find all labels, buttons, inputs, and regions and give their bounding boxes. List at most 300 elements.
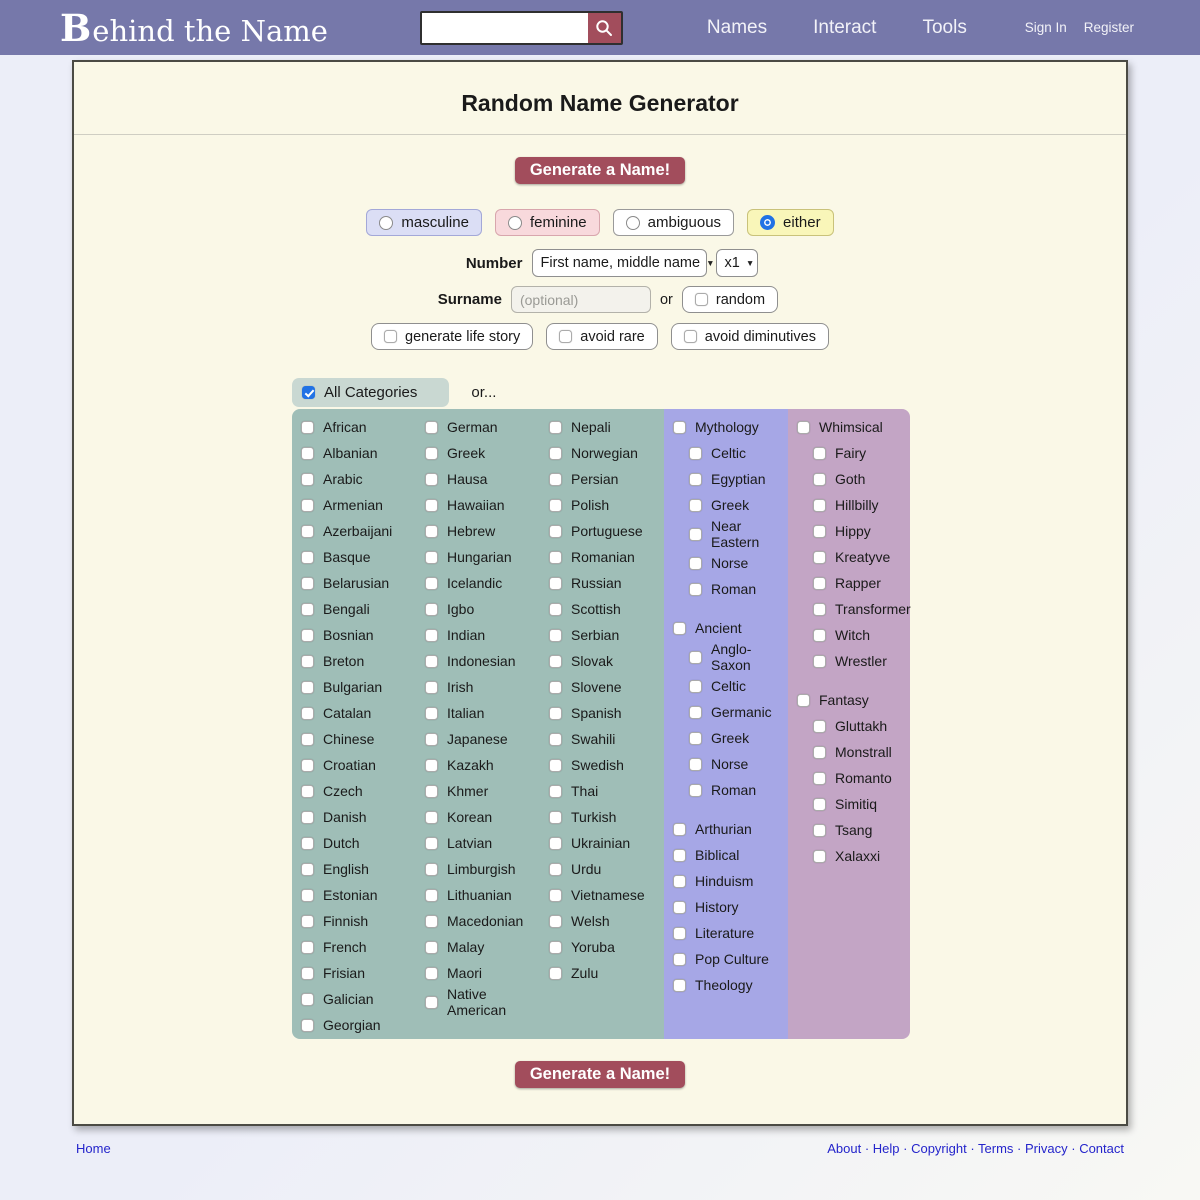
option-label: generate life story: [405, 328, 521, 345]
category-label: Greek: [447, 444, 486, 461]
footer-link[interactable]: Terms: [978, 1141, 1014, 1156]
category-label: Georgian: [323, 1016, 381, 1033]
category-label: Greek: [711, 730, 750, 747]
category-label: Theology: [695, 977, 753, 994]
surname-input[interactable]: [511, 286, 651, 313]
category-checkbox[interactable]: [416, 674, 540, 700]
category-label: Bulgarian: [323, 678, 383, 695]
category-label: Latvian: [447, 834, 493, 851]
category-checkbox[interactable]: [540, 648, 664, 674]
category-checkbox[interactable]: [416, 518, 540, 544]
checkbox-icon: [384, 330, 397, 343]
category-label: Hungarian: [447, 548, 512, 565]
category-label: Fantasy: [819, 691, 869, 708]
checkbox-icon: [813, 629, 826, 642]
checkbox-icon: [425, 863, 438, 876]
footer-link[interactable]: Contact: [1079, 1141, 1124, 1156]
whimsical-categories-block: [788, 409, 910, 1039]
category-label: Swedish: [571, 756, 624, 773]
usage-categories-block: [292, 409, 664, 1039]
category-label: Albanian: [323, 444, 378, 461]
category-label: Hillbilly: [835, 496, 879, 513]
category-checkbox[interactable]: [292, 986, 416, 1012]
category-label: Catalan: [323, 704, 372, 721]
checkbox-icon: [673, 927, 686, 940]
category-checkbox[interactable]: [292, 648, 416, 674]
checkbox-icon: [425, 759, 438, 772]
category-label: Swahili: [571, 730, 616, 747]
category-checkbox[interactable]: [664, 777, 788, 803]
checkbox-icon: [684, 330, 697, 343]
category-checkbox[interactable]: [540, 596, 664, 622]
category-checkbox[interactable]: [416, 492, 540, 518]
category-checkbox[interactable]: [292, 804, 416, 830]
category-checkbox[interactable]: [788, 713, 910, 739]
category-checkbox[interactable]: [540, 674, 664, 700]
category-label: Finnish: [323, 912, 369, 929]
category-checkbox[interactable]: [292, 830, 416, 856]
category-label: Yoruba: [571, 938, 615, 955]
category-checkbox[interactable]: [416, 544, 540, 570]
footer-link[interactable]: Help: [872, 1141, 900, 1156]
checkbox-icon: [549, 447, 562, 460]
category-checkbox[interactable]: [664, 946, 788, 972]
category-checkbox[interactable]: [292, 492, 416, 518]
category-checkbox[interactable]: [540, 830, 664, 856]
category-checkbox[interactable]: [416, 804, 540, 830]
category-checkbox[interactable]: [540, 414, 664, 440]
category-checkbox[interactable]: [664, 920, 788, 946]
main-nav: [707, 17, 967, 39]
category-label: Goth: [835, 470, 866, 487]
category-checkbox[interactable]: [664, 699, 788, 725]
category-label: Vietnamese: [571, 886, 645, 903]
footer-separator: ·: [1013, 1141, 1025, 1156]
checkbox-icon: [301, 785, 314, 798]
checkbox-icon: [425, 837, 438, 850]
category-label: Monstrall: [835, 743, 892, 760]
category-label: German: [447, 418, 498, 435]
checkbox-icon: [549, 889, 562, 902]
all-categories-label: All Categories: [324, 384, 418, 401]
category-checkbox[interactable]: [416, 648, 540, 674]
checkbox-icon: [549, 499, 562, 512]
category-label: Irish: [447, 678, 474, 695]
category-checkbox[interactable]: [292, 700, 416, 726]
category-label: Nepali: [571, 418, 611, 435]
search-form: [420, 11, 623, 45]
category-checkbox[interactable]: [540, 778, 664, 804]
checkbox-icon: [301, 759, 314, 772]
radio-icon: [508, 216, 522, 230]
category-label: Spanish: [571, 704, 622, 721]
category-label: Malay: [447, 938, 485, 955]
category-checkbox[interactable]: [292, 752, 416, 778]
category-checkbox[interactable]: [540, 492, 664, 518]
category-checkbox[interactable]: [664, 466, 788, 492]
category-checkbox[interactable]: [540, 544, 664, 570]
category-label: History: [695, 899, 739, 916]
search-input[interactable]: [422, 13, 588, 43]
checkbox-icon: [425, 889, 438, 902]
category-checkbox[interactable]: [540, 804, 664, 830]
category-label: Limburgish: [447, 860, 516, 877]
category-label: Gluttakh: [835, 717, 888, 734]
checkbox-icon: [425, 915, 438, 928]
category-checkbox[interactable]: [788, 817, 910, 843]
category-label: Slovak: [571, 652, 614, 669]
category-label: Belarusian: [323, 574, 390, 591]
checkbox-icon: [673, 979, 686, 992]
category-checkbox[interactable]: [292, 466, 416, 492]
category-checkbox[interactable]: [788, 492, 910, 518]
category-label: Lithuanian: [447, 886, 512, 903]
checkbox-icon: [301, 967, 314, 980]
category-label: Indian: [447, 626, 486, 643]
category-label: Basque: [323, 548, 371, 565]
category-checkbox[interactable]: [292, 1012, 416, 1038]
category-label: Frisian: [323, 964, 366, 981]
random-label: random: [715, 291, 766, 308]
category-checkbox[interactable]: [416, 960, 540, 986]
category-label: Romanian: [571, 548, 635, 565]
category-label: Persian: [571, 470, 619, 487]
checkbox-icon: [301, 681, 314, 694]
checkbox-icon: [689, 528, 702, 541]
category-label: Near Eastern: [711, 518, 760, 551]
checkbox-icon: [549, 811, 562, 824]
category-checkbox[interactable]: [416, 856, 540, 882]
category-checkbox[interactable]: [664, 816, 788, 842]
footer-link[interactable]: Copyright: [911, 1141, 967, 1156]
checkbox-icon: [425, 707, 438, 720]
category-checkbox[interactable]: [416, 466, 540, 492]
category-label: Wrestler: [835, 652, 887, 669]
category-checkbox[interactable]: [664, 641, 788, 673]
category-label: Thai: [571, 782, 599, 799]
generate-button-bottom[interactable]: Generate a Name!: [515, 1061, 685, 1088]
option-checkbox[interactable]: [546, 323, 657, 350]
gender-label: masculine: [401, 214, 469, 231]
category-checkbox[interactable]: [540, 518, 664, 544]
category-label: Roman: [711, 581, 757, 598]
category-checkbox[interactable]: [788, 739, 910, 765]
category-grid: [292, 409, 910, 1039]
usage-column-3: [540, 414, 664, 1039]
home-link[interactable]: Home: [76, 1141, 111, 1156]
category-checkbox[interactable]: [540, 570, 664, 596]
category-checkbox[interactable]: [416, 934, 540, 960]
category-checkbox[interactable]: [292, 544, 416, 570]
category-checkbox[interactable]: [292, 726, 416, 752]
number-label: Number: [465, 254, 523, 272]
category-checkbox[interactable]: [292, 622, 416, 648]
category-label: Simitiq: [835, 795, 878, 812]
category-checkbox[interactable]: [292, 674, 416, 700]
category-label: Literature: [695, 925, 755, 942]
category-checkbox[interactable]: [540, 440, 664, 466]
checkbox-icon: [425, 941, 438, 954]
category-checkbox[interactable]: [664, 518, 788, 550]
category-checkbox[interactable]: [540, 908, 664, 934]
checkbox-icon: [301, 915, 314, 928]
page-title: Random Name Generator: [461, 90, 739, 116]
category-checkbox[interactable]: [416, 596, 540, 622]
generate-button-top[interactable]: Generate a Name!: [515, 157, 685, 184]
checkbox-icon: [301, 941, 314, 954]
category-label: English: [323, 860, 369, 877]
checkbox-icon: [549, 551, 562, 564]
checkbox-icon: [425, 655, 438, 668]
checkbox-icon: [689, 784, 702, 797]
category-label: Khmer: [447, 782, 489, 799]
category-checkbox[interactable]: [788, 466, 910, 492]
category-checkbox[interactable]: [664, 842, 788, 868]
category-checkbox[interactable]: [416, 752, 540, 778]
checkbox-icon: [549, 785, 562, 798]
category-checkbox[interactable]: [540, 622, 664, 648]
checkbox-icon: [673, 901, 686, 914]
checkbox-icon: [689, 732, 702, 745]
checkbox-icon: [813, 603, 826, 616]
divider: [74, 134, 1126, 135]
random-surname-checkbox[interactable]: [682, 286, 778, 313]
checkbox-icon: [301, 551, 314, 564]
category-checkbox[interactable]: [788, 765, 910, 791]
name-parts-select[interactable]: [532, 249, 715, 277]
checkbox-icon: [425, 473, 438, 486]
category-checkbox[interactable]: [788, 648, 910, 674]
count-value: x1: [724, 255, 740, 271]
nav-link[interactable]: Interact: [813, 16, 877, 38]
category-label: Bengali: [323, 600, 370, 617]
category-checkbox[interactable]: [664, 725, 788, 751]
category-label: Croatian: [323, 756, 376, 773]
checkbox-icon: [549, 863, 562, 876]
extra-options: [74, 323, 1126, 350]
auth-link[interactable]: Register: [1083, 20, 1134, 35]
checkbox-icon: [689, 758, 702, 771]
count-select[interactable]: [716, 249, 758, 277]
category-checkbox[interactable]: [788, 518, 910, 544]
category-checkbox[interactable]: [416, 726, 540, 752]
footer-link-item: [1079, 1141, 1124, 1156]
category-label: Celtic: [711, 444, 747, 461]
checkbox-icon: [689, 447, 702, 460]
category-checkbox[interactable]: [788, 791, 910, 817]
category-checkbox[interactable]: [788, 687, 910, 713]
surname-row: [74, 286, 1126, 313]
category-checkbox[interactable]: [664, 576, 788, 602]
category-checkbox[interactable]: [416, 882, 540, 908]
checkbox-icon: [425, 733, 438, 746]
gender-label: ambiguous: [647, 214, 722, 231]
category-label: Whimsical: [819, 418, 883, 435]
category-checkbox[interactable]: [540, 466, 664, 492]
category-checkbox[interactable]: [664, 615, 788, 641]
category-checkbox[interactable]: [540, 700, 664, 726]
footer-link[interactable]: Privacy: [1025, 1141, 1068, 1156]
category-checkbox[interactable]: [664, 550, 788, 576]
category-label: Transformer: [835, 600, 911, 617]
category-checkbox[interactable]: [540, 726, 664, 752]
checkbox-icon: [425, 577, 438, 590]
checkbox-icon: [301, 499, 314, 512]
checkbox-icon: [425, 525, 438, 538]
category-checkbox[interactable]: [664, 972, 788, 998]
checkbox-icon: [689, 680, 702, 693]
checkbox-checked-icon: [302, 386, 315, 399]
checkbox-icon: [301, 889, 314, 902]
category-checkbox[interactable]: [788, 440, 910, 466]
category-checkbox[interactable]: [416, 700, 540, 726]
mythology-categories-block: [664, 409, 788, 1039]
checkbox-icon: [813, 499, 826, 512]
checkbox-icon: [549, 941, 562, 954]
gender-option[interactable]: [495, 209, 600, 236]
gender-option[interactable]: [747, 209, 834, 236]
gender-option[interactable]: [613, 209, 734, 236]
category-checkbox[interactable]: [416, 622, 540, 648]
category-checkbox[interactable]: [788, 596, 910, 622]
category-checkbox[interactable]: [292, 570, 416, 596]
checkbox-icon: [301, 707, 314, 720]
category-checkbox[interactable]: [664, 751, 788, 777]
checkbox-icon: [301, 603, 314, 616]
category-checkbox[interactable]: [292, 596, 416, 622]
category-checkbox[interactable]: [540, 960, 664, 986]
category-checkbox[interactable]: [788, 570, 910, 596]
category-label: Witch: [835, 626, 870, 643]
search-button[interactable]: [588, 13, 621, 43]
checkbox-icon: [425, 447, 438, 460]
category-label: Roman: [711, 782, 757, 799]
checkbox-icon: [301, 863, 314, 876]
category-checkbox[interactable]: [416, 908, 540, 934]
category-label: Maori: [447, 964, 483, 981]
nav-link[interactable]: Tools: [922, 16, 967, 38]
site-logo[interactable]: [60, 6, 328, 50]
checkbox-icon: [813, 655, 826, 668]
category-checkbox[interactable]: [292, 960, 416, 986]
auth-link[interactable]: Sign In: [1024, 20, 1067, 35]
category-checkbox[interactable]: [416, 778, 540, 804]
logo-initial: B: [60, 5, 92, 50]
footer-link[interactable]: About: [827, 1141, 862, 1156]
radio-icon: [379, 216, 393, 230]
category-checkbox[interactable]: [416, 440, 540, 466]
category-checkbox[interactable]: [416, 570, 540, 596]
category-checkbox[interactable]: [292, 414, 416, 440]
category-label: Hebrew: [447, 522, 496, 539]
category-checkbox[interactable]: [664, 440, 788, 466]
nav-link[interactable]: Names: [706, 16, 768, 38]
checkbox-icon: [549, 603, 562, 616]
checkbox-icon: [549, 759, 562, 772]
checkbox-icon: [797, 694, 810, 707]
category-label: Rapper: [835, 574, 881, 591]
checkbox-icon: [813, 798, 826, 811]
category-checkbox[interactable]: [292, 934, 416, 960]
radio-icon: [760, 215, 775, 230]
checkbox-icon: [549, 577, 562, 590]
checkbox-icon: [301, 733, 314, 746]
category-label: Hippy: [835, 522, 871, 539]
option-checkbox[interactable]: [671, 323, 829, 350]
checkbox-icon: [301, 629, 314, 642]
category-label: Serbian: [571, 626, 620, 643]
category-checkbox[interactable]: [788, 544, 910, 570]
category-label: Egyptian: [711, 470, 766, 487]
checkbox-icon: [689, 706, 702, 719]
gender-option[interactable]: [366, 209, 482, 236]
category-checkbox[interactable]: [292, 518, 416, 544]
category-checkbox[interactable]: [788, 414, 910, 440]
category-label: Icelandic: [447, 574, 503, 591]
category-checkbox[interactable]: [416, 830, 540, 856]
checkbox-icon: [549, 967, 562, 980]
checkbox-icon: [301, 525, 314, 538]
category-checkbox[interactable]: [292, 440, 416, 466]
checkbox-icon: [549, 655, 562, 668]
category-checkbox[interactable]: [416, 414, 540, 440]
checkbox-icon: [813, 720, 826, 733]
checkbox-icon: [425, 967, 438, 980]
category-label: Biblical: [695, 847, 740, 864]
category-checkbox[interactable]: [788, 843, 910, 869]
category-checkbox[interactable]: [664, 414, 788, 440]
category-checkbox[interactable]: [540, 752, 664, 778]
all-categories-checkbox[interactable]: [292, 378, 449, 407]
checkbox-icon: [425, 785, 438, 798]
category-checkbox[interactable]: [788, 622, 910, 648]
category-label: Zulu: [571, 964, 599, 981]
footer-link-item: [978, 1141, 1025, 1156]
category-checkbox[interactable]: [664, 868, 788, 894]
category-label: Breton: [323, 652, 365, 669]
category-checkbox[interactable]: [540, 934, 664, 960]
category-label: Celtic: [711, 678, 747, 695]
category-checkbox[interactable]: [664, 492, 788, 518]
category-label: Fairy: [835, 444, 867, 461]
category-label: Tsang: [835, 821, 873, 838]
footer-link-item: [911, 1141, 978, 1156]
category-label: Indonesian: [447, 652, 516, 669]
category-checkbox[interactable]: [292, 882, 416, 908]
category-checkbox[interactable]: [540, 882, 664, 908]
category-label: Hausa: [447, 470, 488, 487]
option-checkbox[interactable]: [371, 323, 533, 350]
checkbox-icon: [425, 811, 438, 824]
checkbox-icon: [673, 875, 686, 888]
category-label: Chinese: [323, 730, 375, 747]
category-label: Germanic: [711, 704, 772, 721]
category-checkbox[interactable]: [292, 778, 416, 804]
category-checkbox[interactable]: [664, 673, 788, 699]
category-checkbox[interactable]: [540, 856, 664, 882]
category-label: Greek: [711, 496, 750, 513]
name-parts-value: First name, middle name: [540, 255, 701, 271]
category-checkbox[interactable]: [664, 894, 788, 920]
category-checkbox[interactable]: [292, 908, 416, 934]
chevron-down-icon: ▼: [706, 258, 715, 268]
checkbox-icon: [549, 707, 562, 720]
checkbox-icon: [673, 849, 686, 862]
category-checkbox[interactable]: [292, 856, 416, 882]
checkbox-icon: [301, 993, 314, 1006]
usage-column-1: [292, 414, 416, 1039]
category-checkbox[interactable]: [416, 986, 540, 1018]
